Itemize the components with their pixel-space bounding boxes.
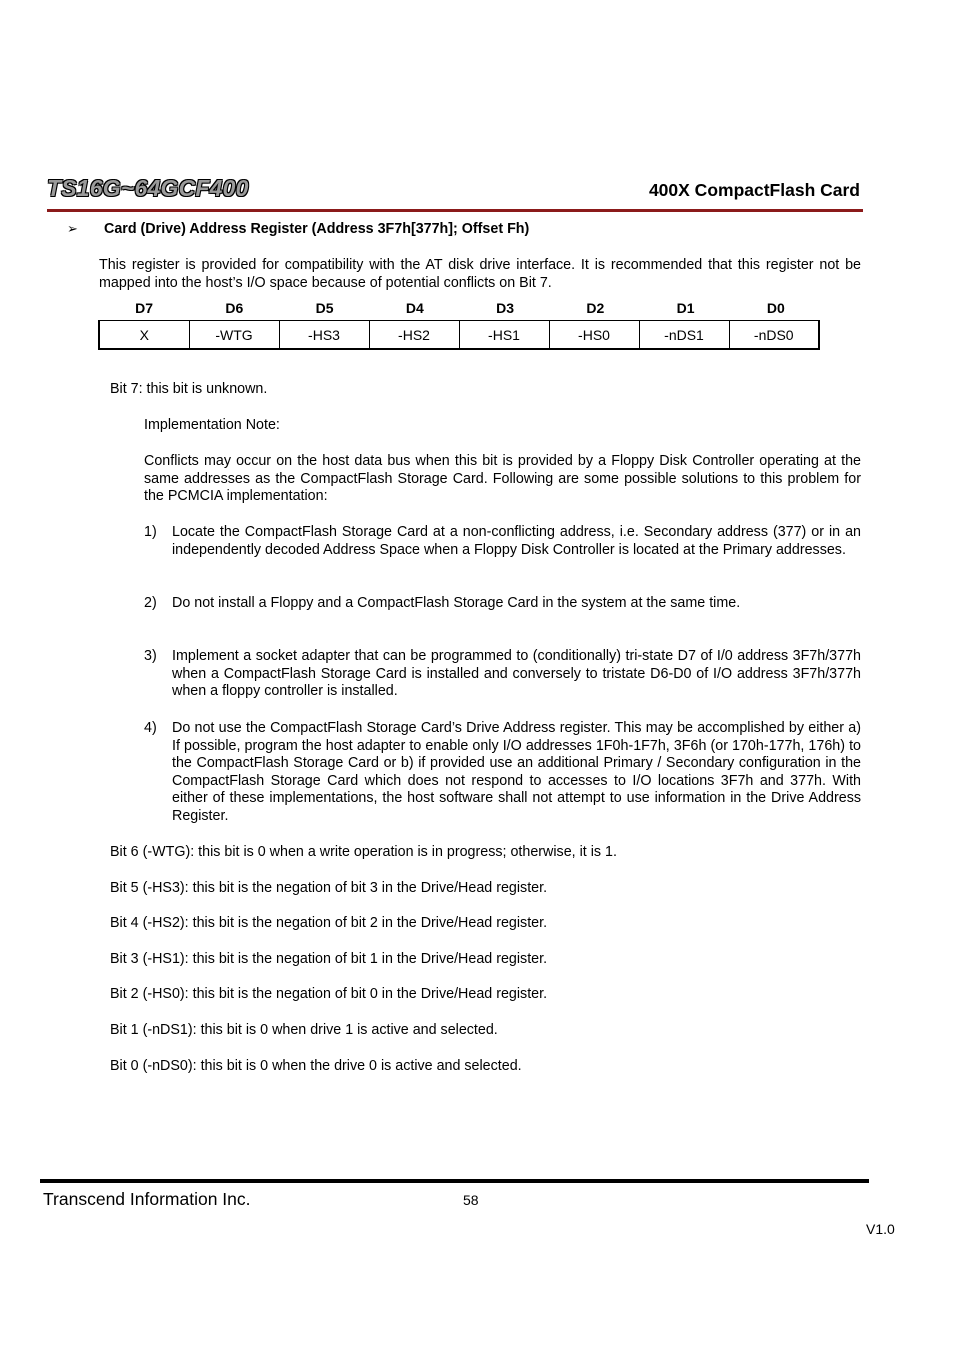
list-item (172, 595, 861, 613)
bit2-description: Bit 2 (-HS0): this bit is the negation of bit 0 in the Drive/Head register. (110, 986, 548, 1002)
bit4-description: Bit 4 (-HS2): this bit is the negation of bit 2 in the Drive/Head register. (110, 915, 548, 931)
list-number: 1) (144, 524, 157, 540)
implementation-note-heading: Implementation Note: (144, 417, 280, 433)
list-number: 2) (144, 595, 157, 611)
bit-cell: -HS2 (369, 321, 459, 350)
conflicts-paragraph (144, 453, 861, 506)
list-item (172, 524, 861, 559)
list-number: 4) (144, 720, 157, 736)
bit-cell: -nDS1 (639, 321, 729, 350)
bit-cell: -HS3 (279, 321, 369, 350)
bit-header: D3 (496, 300, 515, 316)
bit-header: D2 (586, 300, 605, 316)
list-item (172, 720, 861, 826)
list-item-text: Locate the CompactFlash Storage Card at a non-conflicting address, i.e. Secondary address (377) or in an independently decoded Address Space when a Floppy Disk Controller is located at the Primary addresses. (172, 524, 861, 558)
bit3-description: Bit 3 (-HS1): this bit is the negation of bit 1 in the Drive/Head register. (110, 951, 548, 967)
bit6-description: Bit 6 (-WTG): this bit is 0 when a write operation is in progress; otherwise, it is 1. (110, 844, 617, 860)
bit-header: D0 (766, 300, 785, 316)
bit-cell: -nDS0 (729, 321, 819, 350)
bit-cell: -WTG (189, 321, 279, 350)
version-label: V1.0 (866, 1221, 895, 1237)
register-bit-headers (99, 300, 821, 320)
conflicts-text: Conflicts may occur on the host data bus when this bit is provided by a Floppy Disk Controller operating at the same addresses as the CompactFlash Storage Card. Following are some possible solutions to this problem for the PCMCIA implementation: (144, 453, 861, 505)
list-number: 3) (144, 648, 157, 664)
bit-header: D4 (405, 300, 424, 316)
model-title: TS16G~64GCF400 (47, 175, 249, 201)
list-item-text: Do not install a Floppy and a CompactFlash Storage Card in the system at the same time. (172, 595, 741, 611)
intro-text: This register is provided for compatibility with the AT disk drive interface. It is recommended that this register not be mapped into the host’s I/O space because of potential conflicts on Bit 7. (99, 257, 861, 291)
list-item-text: Do not use the CompactFlash Storage Card’s Drive Address register. This may be accomplished by either a) If possible, program the host adapter to enable only I/O addresses 1F0h-1F7h, 3F6h (or 170h-177h, 176h) to the CompactFlash Storage Card or b) if provided use an additional Primary / Secondary configuration in the CompactFlash Storage Card which does not respond to accesses to I/O locations 3F7h and 377h. With either of these implementations, the host software shall not attempt to use information in the Drive Address Register. (172, 720, 861, 824)
table-row (99, 321, 819, 350)
arrow-bullet-icon: ➢ (67, 221, 78, 236)
bit0-description: Bit 0 (-nDS0): this bit is 0 when the drive 0 is active and selected. (110, 1058, 522, 1074)
bit1-description: Bit 1 (-nDS1): this bit is 0 when drive 1 is active and selected. (110, 1022, 498, 1038)
bit-cell: -HS0 (549, 321, 639, 350)
register-bit-table (98, 320, 820, 350)
header-divider (47, 209, 863, 212)
company-name: Transcend Information Inc. (43, 1189, 251, 1209)
intro-paragraph (99, 257, 861, 292)
bit-header: D7 (135, 300, 154, 316)
section-heading: Card (Drive) Address Register (Address 3F7h[377h]; Offset Fh) (104, 221, 530, 237)
page-number: 58 (463, 1192, 479, 1208)
bit5-description: Bit 5 (-HS3): this bit is the negation of bit 3 in the Drive/Head register. (110, 880, 548, 896)
bit-cell: X (99, 321, 189, 350)
list-item (172, 648, 861, 701)
footer-divider (40, 1179, 869, 1183)
bit-header: D5 (315, 300, 334, 316)
bit-cell: -HS1 (459, 321, 549, 350)
bit-header: D6 (225, 300, 244, 316)
product-title: 400X CompactFlash Card (648, 180, 860, 200)
bit7-description: Bit 7: this bit is unknown. (110, 381, 268, 397)
bit-header: D1 (676, 300, 695, 316)
list-item-text: Implement a socket adapter that can be programmed to (conditionally) tri-state D7 of I/0 address 3F7h/377h when a CompactFlash Storage Card is installed and conversely to tristate D6-D0 of I/O address 3F7h/377h when a floppy controller is installed. (172, 648, 861, 700)
